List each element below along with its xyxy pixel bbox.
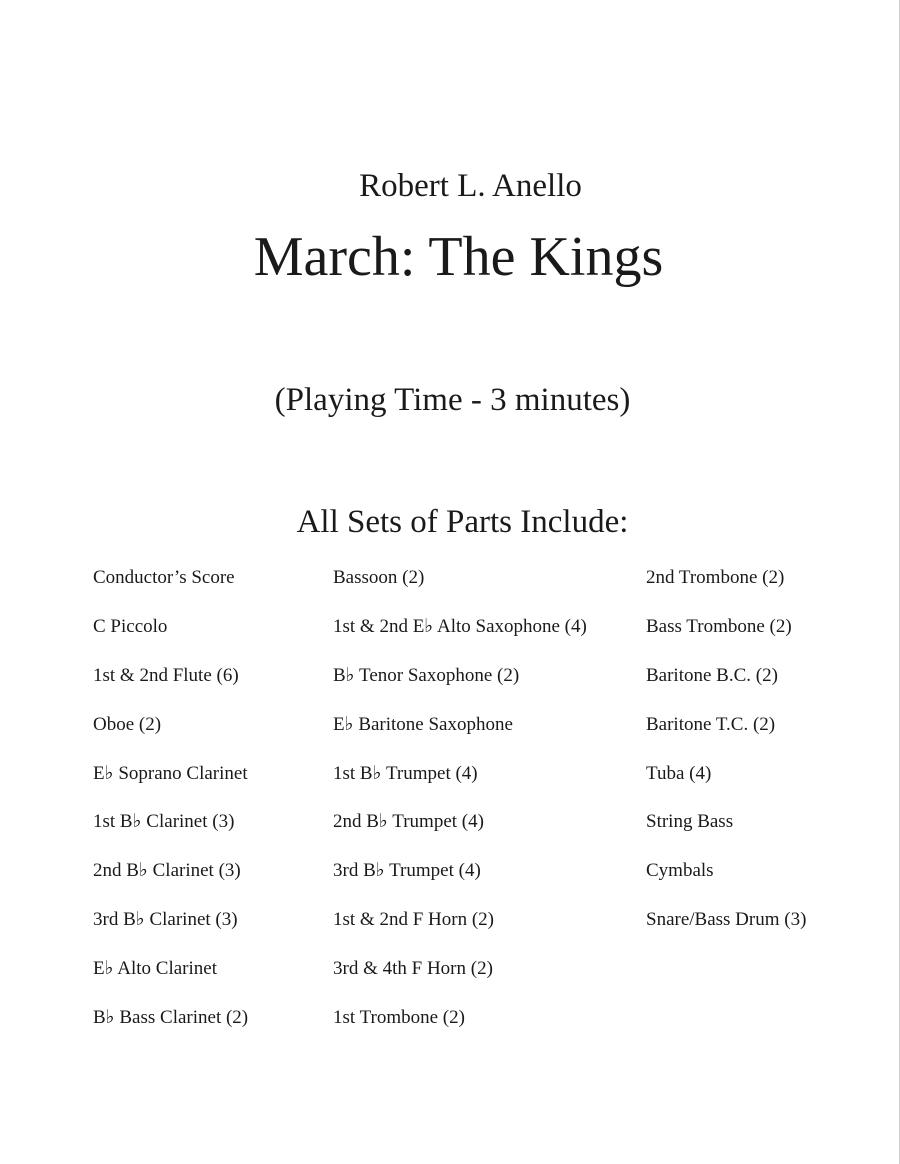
part-item: Baritone T.C. (2)	[646, 713, 776, 735]
part-item: Conductor’s Score	[93, 567, 235, 588]
part-item: 3rd & 4th F Horn (2)	[333, 958, 493, 980]
part-item: Snare/Bass Drum (3)	[646, 909, 807, 931]
part-item: 1st Trombone (2)	[333, 1007, 465, 1029]
piece-title: March: The Kings	[253, 226, 664, 288]
part-item: 1st & 2nd Flute (6)	[93, 664, 239, 686]
part-item: Tuba (4)	[646, 762, 712, 784]
part-item: Cymbals	[646, 860, 714, 882]
part-item: E♭ Alto Clarinet	[93, 958, 218, 980]
part-item: C Piccolo	[93, 615, 168, 637]
part-item: 3rd B♭ Clarinet (3)	[93, 909, 238, 931]
part-item: E♭ Baritone Saxophone	[333, 713, 513, 735]
part-item: E♭ Soprano Clarinet	[93, 762, 248, 784]
composer-name: Robert L. Anello	[359, 168, 582, 204]
part-item: Bass Trombone (2)	[646, 615, 792, 637]
part-item: 1st B♭ Trumpet (4)	[333, 762, 478, 784]
part-item: B♭ Tenor Saxophone (2)	[333, 664, 520, 686]
part-item: B♭ Bass Clarinet (2)	[93, 1007, 249, 1029]
part-item: 1st B♭ Clarinet (3)	[93, 811, 235, 833]
part-item: String Bass	[646, 811, 734, 833]
part-item: 2nd B♭ Clarinet (3)	[93, 860, 241, 882]
part-item: 2nd B♭ Trumpet (4)	[333, 811, 484, 833]
part-item: Bassoon (2)	[333, 567, 425, 588]
part-item: 1st & 2nd E♭ Alto Saxophone (4)	[333, 615, 587, 637]
parts-column-1	[93, 563, 248, 1052]
playing-time: (Playing Time - 3 minutes)	[274, 382, 631, 418]
parts-heading: All Sets of Parts Include:	[296, 504, 629, 540]
part-item: Baritone B.C. (2)	[646, 664, 778, 686]
part-item: 1st & 2nd F Horn (2)	[333, 909, 494, 931]
part-item: 2nd Trombone (2)	[646, 567, 785, 588]
parts-column-3	[646, 563, 806, 954]
parts-column-2	[333, 563, 587, 1052]
part-item: Oboe (2)	[93, 713, 162, 735]
part-item: 3rd B♭ Trumpet (4)	[333, 860, 481, 882]
